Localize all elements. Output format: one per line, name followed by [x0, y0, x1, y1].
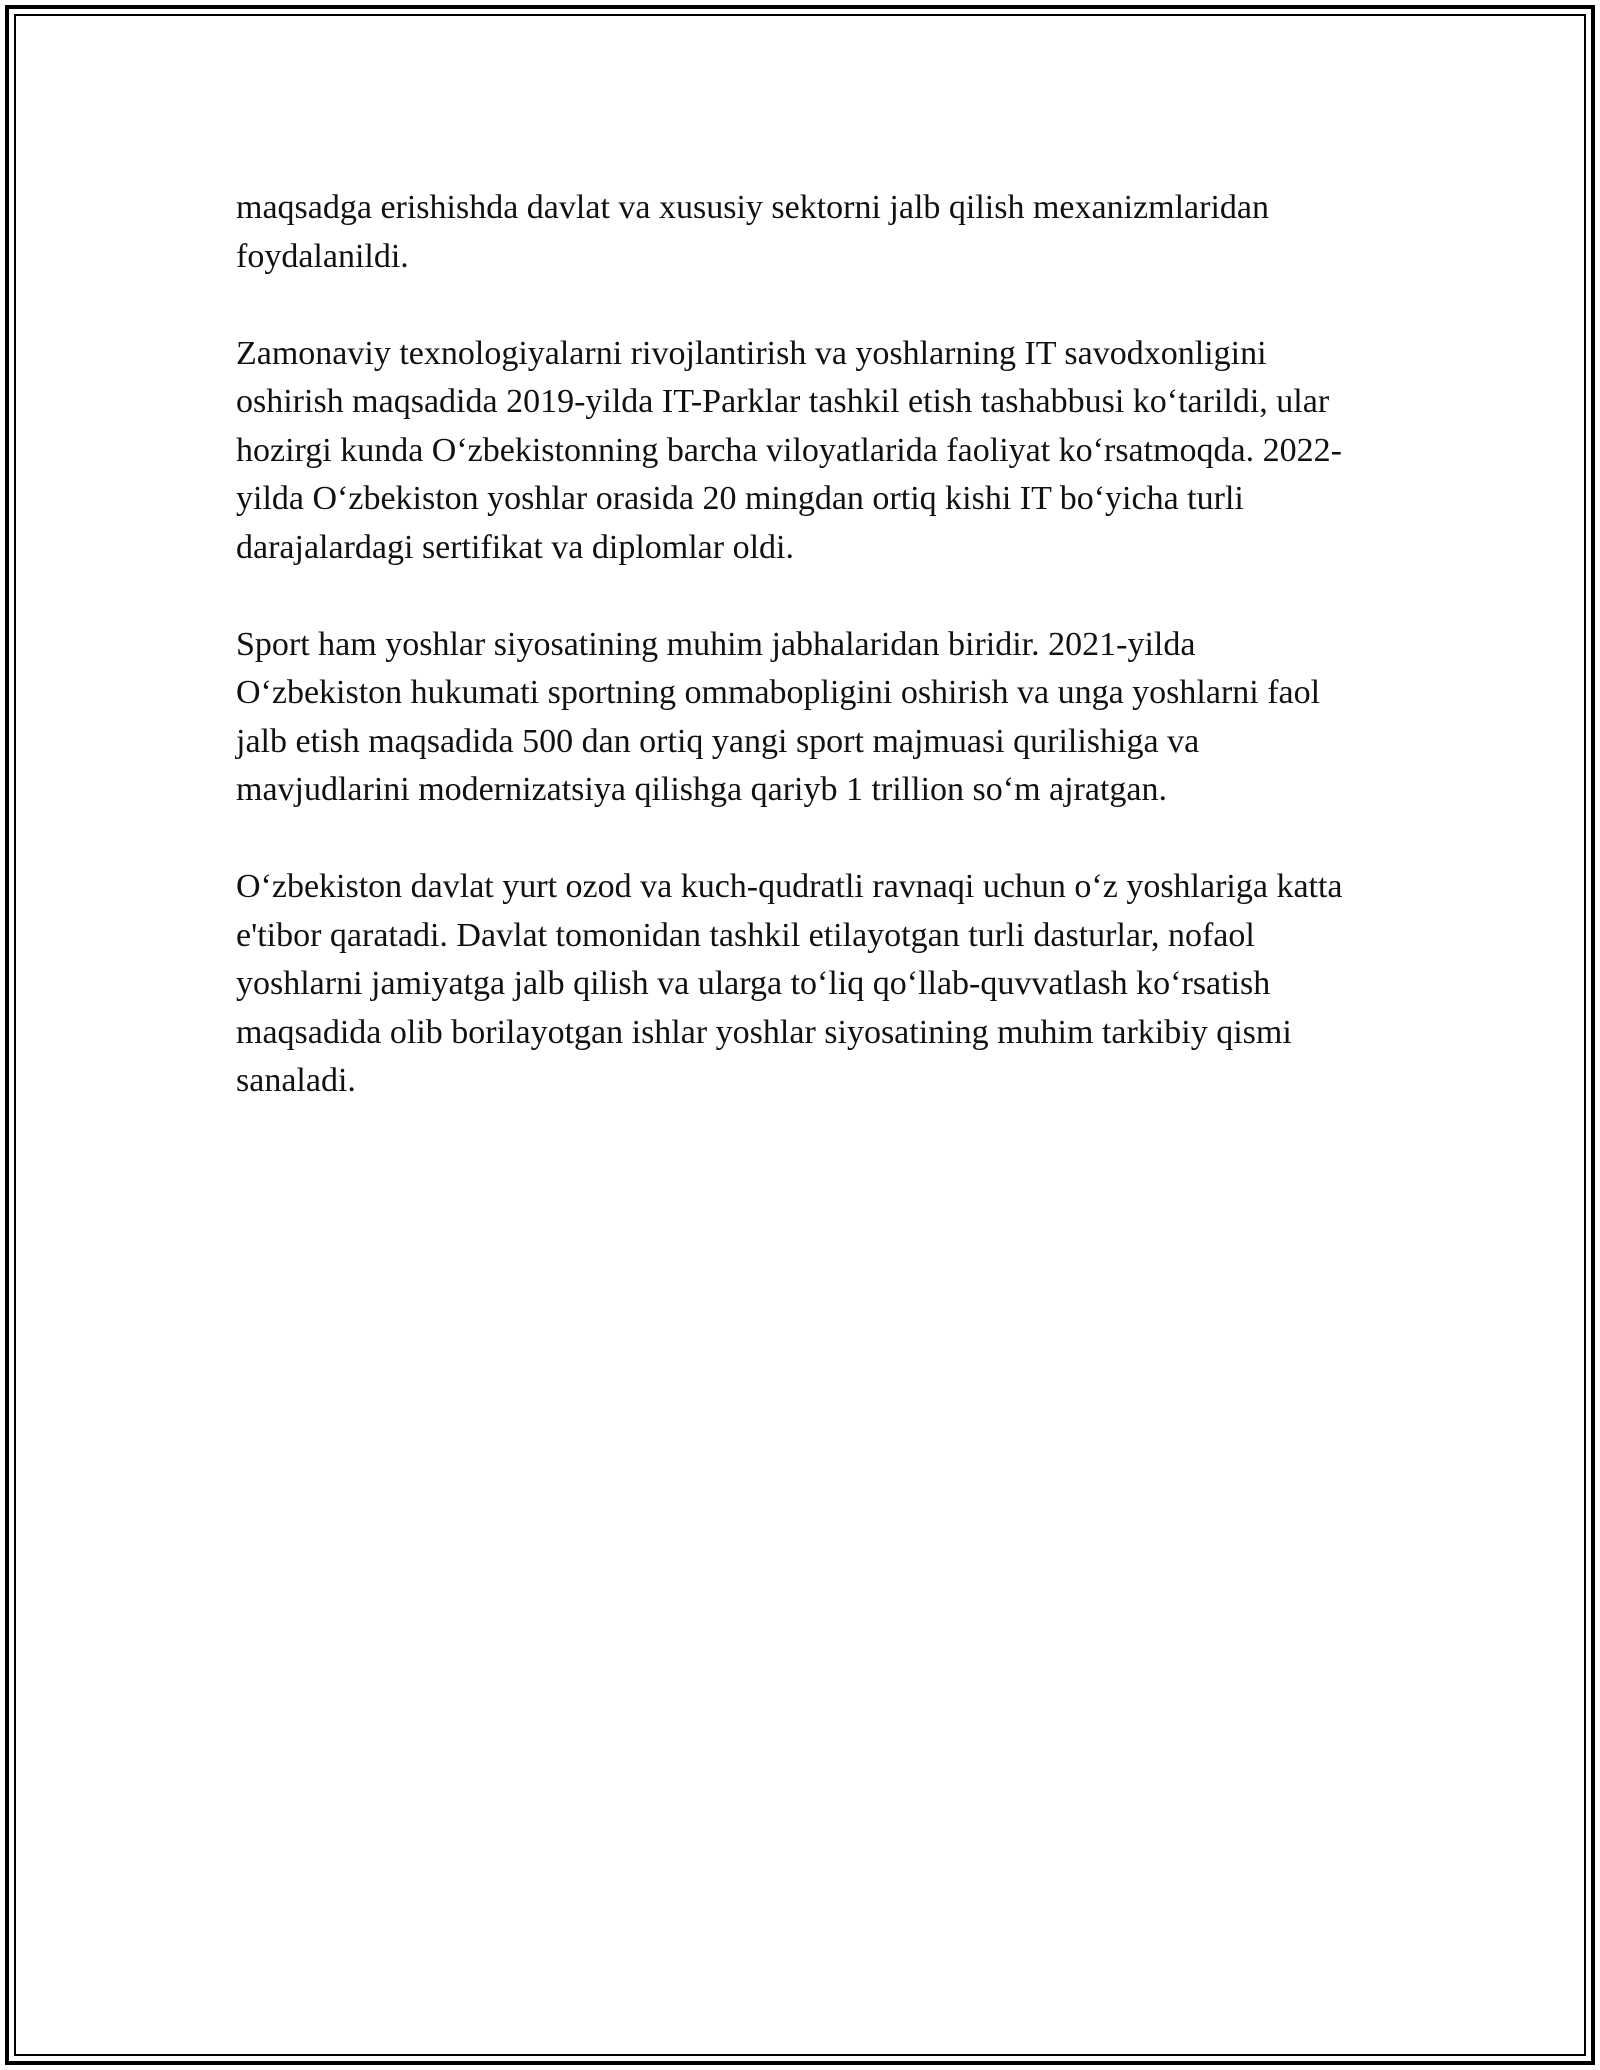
paragraph-sport: Sport ham yoshlar siyosatining muhim jabhalaridan biridir. 2021-yilda O‘zbekiston hukumati sportning ommabopligini oshirish va unga yoshlarni faol jalb etish maqsadida 500 dan ortiq yangi sport majmuasi qurilishiga va mavjudlarini modernizatsiya qilishga qariyb 1 trillion so‘m ajratgan. — [236, 625, 1321, 808]
paragraph-youth-policy: O‘zbekiston davlat yurt ozod va kuch-qudratli ravnaqi uchun o‘z yoshlariga katta e'tibor qaratadi. Davlat tomonidan tashkil etilayotgan turli dasturlar, nofaol yoshlarni jamiyatga jalb qilish va ularga to‘liq qo‘llab-quvvatlash ko‘rsatish maqsadida olib borilayotgan ishlar yoshlar siyosatining muhim tarkibiy qismi sanaladi. — [236, 868, 1343, 1099]
paragraph-continuation: maqsadga erishishda davlat va xususiy sektorni jalb qilish mexanizmlaridan foydalanildi. — [236, 189, 1269, 275]
document-body — [236, 184, 1366, 1154]
paragraph-it-parks: Zamonaviy texnologiyalarni rivojlantirish va yoshlarning IT savodxonligini oshirish maqsadida 2019-yilda IT-Parklar tashkil etish tashabbusi ko‘tarildi, ular hozirgi kunda O‘zbekistonning barcha viloyatlarida faoliyat ko‘rsatmoqda. 2022-yilda O‘zbekiston yoshlar orasida 20 mingdan ortiq kishi IT bo‘yicha turli darajalardagi sertifikat va diplomlar oldi. — [236, 334, 1342, 566]
